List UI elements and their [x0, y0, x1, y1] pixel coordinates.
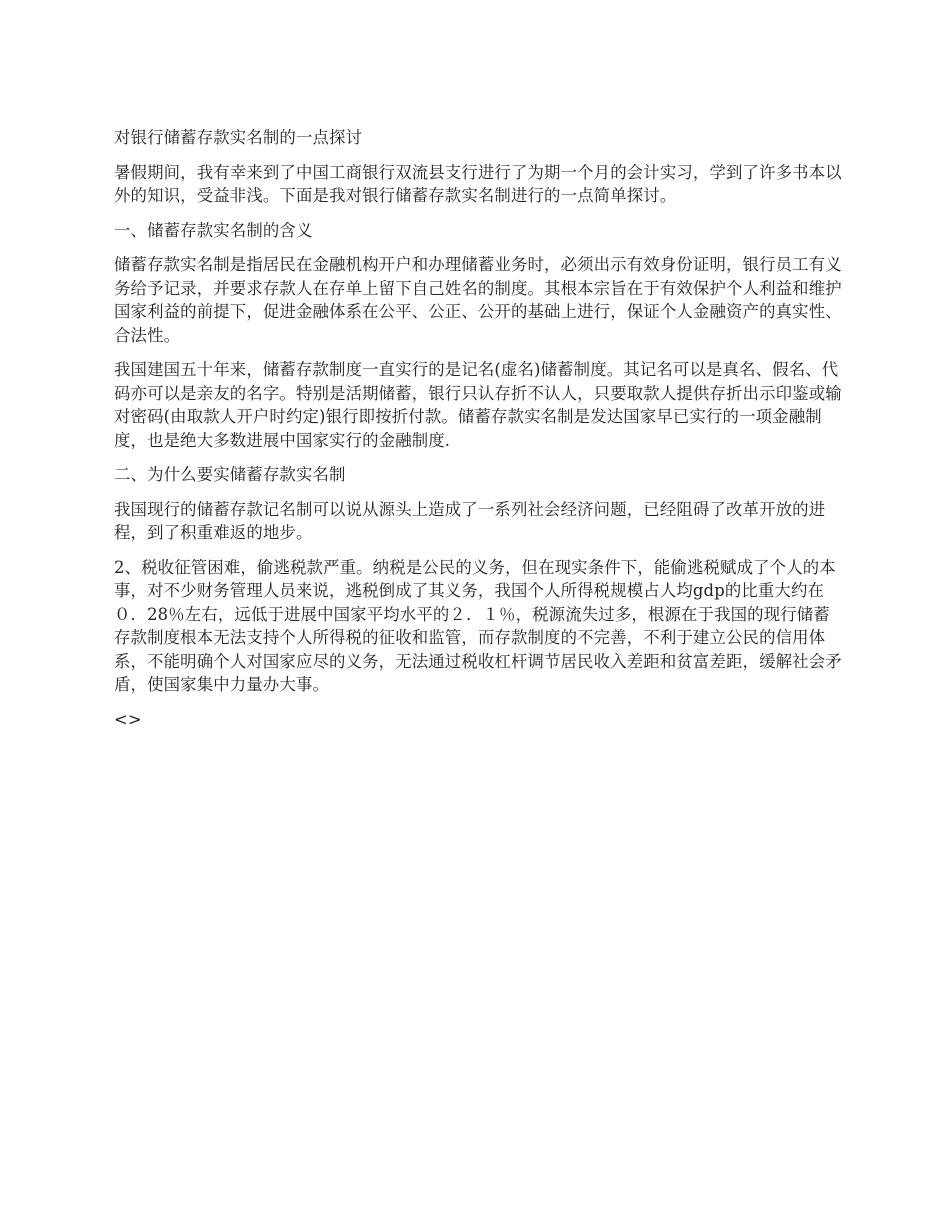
intro-paragraph: 暑假期间，我有幸来到了中国工商银行双流县支行进行了为期一个月的会计实习，学到了许多书本以外的知识，受益非浅。下面是我对银行储蓄存款实名制进行的一点简单探讨。	[114, 162, 842, 205]
problem-paragraph: 我国现行的储蓄存款记名制可以说从源头上造成了一系列社会经济问题，已经阻碍了改革开放的进程，到了积重难返的地步。	[114, 499, 826, 542]
section-heading-2: 二、为什么要实储蓄存款实名制	[114, 465, 346, 484]
history-paragraph: 我国建国五十年来，储蓄存款制度一直实行的是记名(虚名)储蓄制度。其记名可以是真名、假名、代码亦可以是亲友的名字。特别是活期储蓄，银行只认存折不认人，只要取款人提供存折出示印鉴或输对密码(由取款人开户时约定)银行即按折付款。储蓄存款实名制是发达国家早已实行的一项金融制度，也是绝大多数进展中国家实行的金融制度.	[114, 360, 842, 450]
definition-paragraph: 储蓄存款实名制是指居民在金融机构开户和办理储蓄业务时，必须出示有效身份证明，银行员工有义务给予记录，并要求存款人在存单上留下自己姓名的制度。其根本宗旨在于有效保护个人利益和维护国家利益的前提下，促进金融体系在公平、公正、公开的基础上进行，保证个人金融资产的真实性、合法性。	[114, 255, 842, 345]
section-heading-1: 一、储蓄存款实名制的含义	[114, 220, 313, 240]
end-marker: <>	[114, 709, 142, 729]
document-page	[114, 126, 842, 742]
tax-paragraph: 2、税收征管困难，偷逃税款严重。纳税是公民的义务，但在现实条件下，能偷逃税赋成了个人的本事，对不少财务管理人员来说，逃税倒成了其义务，我国个人所得税规模占人均gdp的比重大约在０．28％左右，远低于进展中国家平均水平的２．１％，税源流失过多，根源在于我国的现行储蓄存款制度根本无法支持个人所得税的征收和监管，而存款制度的不完善，不利于建立公民的信用体系，不能明确个人对国家应尽的义务，无法通过税收杠杆调节居民收入差距和贫富差距，缓解社会矛盾，使国家集中力量办大事。	[114, 557, 842, 694]
document-title: 对银行储蓄存款实名制的一点探讨	[114, 128, 363, 147]
